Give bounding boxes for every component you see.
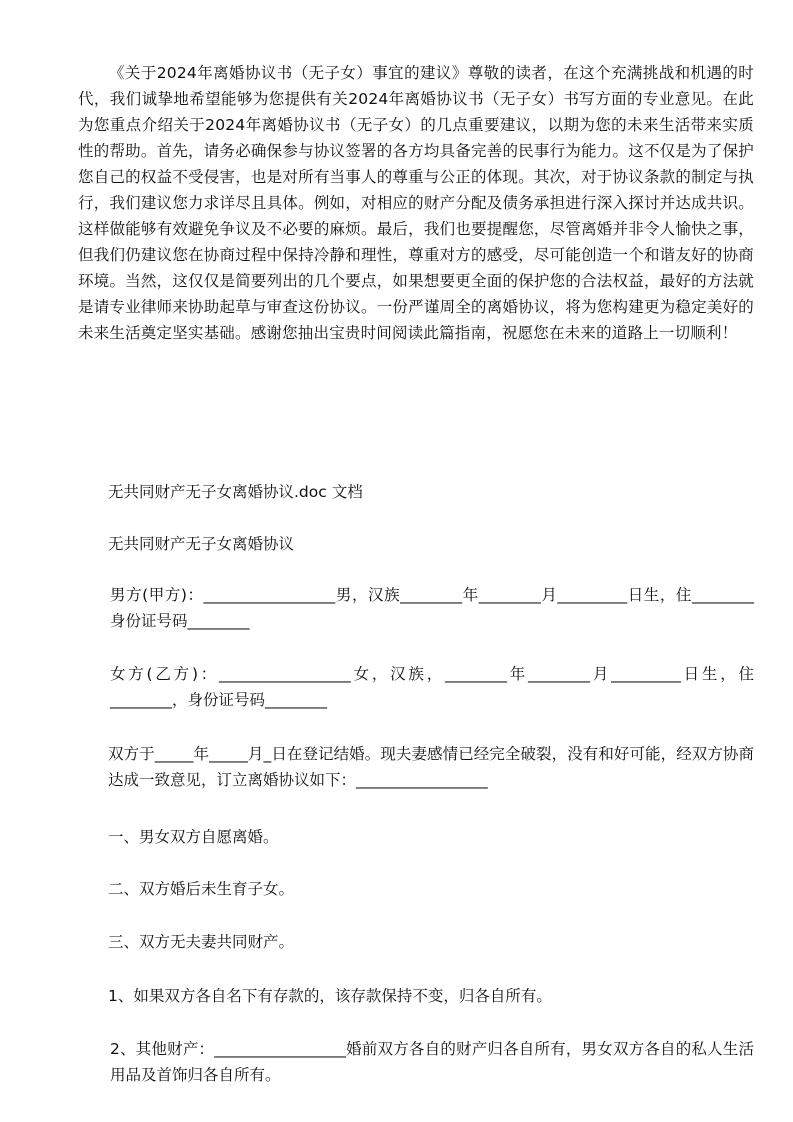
party-a-info: 男方(甲方)：_________________男，汉族________年________月_________日生，住________身份证号码________ xyxy=(110,586,754,630)
document-title: 无共同财产无子女离婚协议 xyxy=(108,535,295,553)
clause-3: 三、双方无夫妻共同财产。 xyxy=(108,933,295,951)
document-file-name: 无共同财产无子女离婚协议.doc 文档 xyxy=(108,483,363,501)
item-1: 1、如果双方各自名下有存款的，该存款保持不变，归各自所有。 xyxy=(108,987,552,1005)
item-2: 2、其他财产：_________________婚前双方各自的财产归各自所有，男女双方各自的私人生活用品及首饰归各自所有。 xyxy=(110,1040,754,1084)
clause-2: 二、双方婚后未生育子女。 xyxy=(108,880,295,898)
party-b-info: 女方(乙方)：_________________女，汉族，________年________月_________日生，住________，身份证号码________ xyxy=(110,665,754,709)
marriage-statement: 双方于_____年_____月_日在登记结婚。现夫妻感情已经完全破裂，没有和好可能，经双方协商达成一致意见，订立离婚协议如下：_________________ xyxy=(108,745,754,789)
clause-1: 一、男女双方自愿离婚。 xyxy=(108,828,279,846)
intro-paragraph: 《关于2024年离婚协议书（无子女）事宜的建议》尊敬的读者，在这个充满挑战和机遇的时代，我们诚挚地希望能够为您提供有关2024年离婚协议书（无子女）书写方面的专业意见。在此为您重点介绍关于2024年离婚协议书（无子女）的几点重要建议，以期为您的未来生活带来实质性的帮助。首先，请务必确保参与协议签署的各方均具备完善的民事行为能力。这不仅是为了保护您自己的权益不受侵害，也是对所有当事人的尊重与公正的体现。其次，对于协议条款的制定与执行，我们建议您力求详尽且具体。例如，对相应的财产分配及债务承担进行深入探讨并达成共识。这样做能够有效避免争议及不必要的麻烦。最后，我们也要提醒您，尽管离婚并非令人愉快之事，但我们仍建议您在协商过程中保持冷静和理性，尊重对方的感受，尽可能创造一个和谐友好的协商环境。当然，这仅仅是简要列出的几个要点，如果想要更全面的保护您的合法权益，最好的方法就是请专业律师来协助起草与审查这份协议。一份严谨周全的离婚协议，将为您构建更为稳定美好的未来生活奠定坚实基础。感谢您抽出宝贵时间阅读此篇指南，祝愿您在未来的道路上一切顺利！ xyxy=(78,64,754,342)
